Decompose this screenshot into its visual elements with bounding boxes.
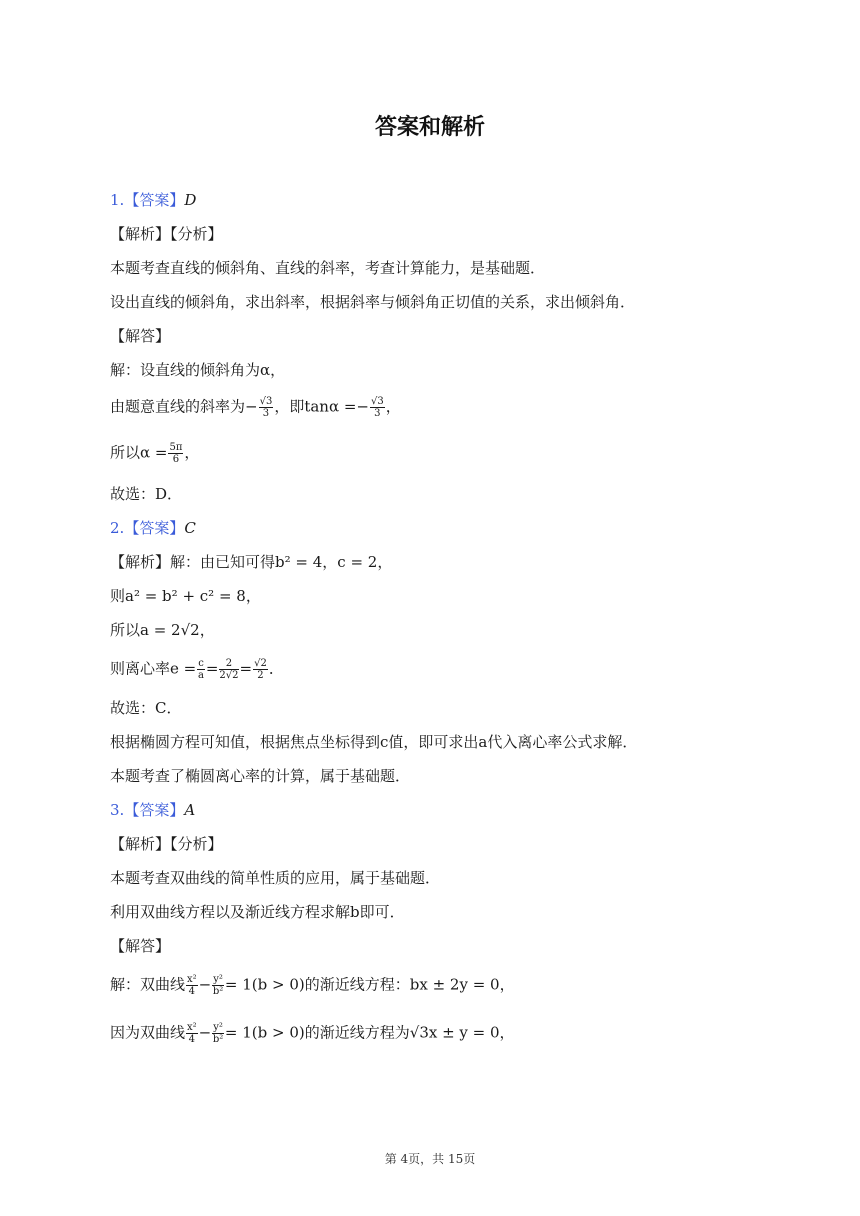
q2-answer-line xyxy=(110,518,196,538)
q3-line4 xyxy=(110,1022,515,1045)
q2-line2: 则a² = b² + c² = 8， xyxy=(110,587,261,605)
q2-frac1 xyxy=(197,658,205,681)
q3-answer: A xyxy=(184,801,196,819)
q2-line4 xyxy=(110,658,284,681)
q3-x-num-2: x² xyxy=(187,1022,197,1033)
q3-line3-text-a: 解：双曲线 xyxy=(110,975,186,994)
q2-line1 xyxy=(110,552,392,572)
q2-eq2: = xyxy=(239,659,253,678)
q3-y-fraction xyxy=(212,974,224,997)
q3-answer-tag: 【答案】 xyxy=(124,801,185,819)
q1-slope-num: √3 xyxy=(259,396,273,407)
q2-line6: 根据椭圆方程可知值，根据焦点坐标得到c值，即可求出a代入离心率公式求解． xyxy=(110,733,638,751)
q3-y-fraction-2 xyxy=(212,1022,224,1045)
q3-minus: − xyxy=(198,975,212,994)
q1-angle-fraction xyxy=(168,442,183,465)
q1-line3: 解：设直线的倾斜角为α， xyxy=(110,361,286,379)
q2-line7: 本题考查了椭圆离心率的计算，属于基础题． xyxy=(110,767,411,785)
q3-line1: 本题考查双曲线的简单性质的应用，属于基础题． xyxy=(110,869,441,887)
q3-x-fraction-2 xyxy=(186,1022,198,1045)
q3-line3 xyxy=(110,974,515,997)
q3-x-den: 4 xyxy=(188,986,196,997)
q3-minus-2: − xyxy=(198,1023,212,1042)
q3-line4-text-b: = 1(b > 0)的渐近线方程为√3x ± y = 0， xyxy=(224,1023,515,1042)
q1-line4-text-a: 由题意直线的斜率为− xyxy=(110,397,258,416)
q3-x-den-2: 4 xyxy=(188,1034,196,1045)
q3-tags: 【解析】【分析】 xyxy=(110,835,223,853)
page-footer: 第 4页，共 15页 xyxy=(384,1152,476,1166)
q1-line4-text-b: ，即tanα =− xyxy=(274,397,369,416)
q2-line4-text-b: ． xyxy=(268,659,284,678)
page-title: 答案和解析 xyxy=(374,115,485,140)
q2-number: 2. xyxy=(110,519,125,537)
q3-solve-tag: 【解答】 xyxy=(110,937,171,955)
q2-frac2 xyxy=(219,658,238,681)
q1-slope-fraction xyxy=(259,396,274,419)
q1-slope-den: 3 xyxy=(262,408,270,419)
q1-angle-den: 6 xyxy=(172,454,180,465)
q3-x-num: x² xyxy=(187,974,197,985)
q3-y-den-2: b² xyxy=(212,1034,224,1045)
q2-frac3 xyxy=(253,658,268,681)
q1-answer-line xyxy=(110,190,196,210)
q3-answer-line xyxy=(110,800,195,820)
q2-line5: 故选：C． xyxy=(110,699,182,717)
q1-line6: 故选：D． xyxy=(110,485,183,503)
q3-line2: 利用双曲线方程以及渐近线方程求解b即可． xyxy=(110,903,405,921)
q1-angle-num: 5π xyxy=(169,442,183,453)
q3-y-num-2: y² xyxy=(213,1022,223,1033)
q1-answer: D xyxy=(184,191,197,209)
q1-tan-num: √3 xyxy=(370,396,384,407)
q1-line5-text-a: 所以α = xyxy=(110,443,168,462)
q3-y-num: y² xyxy=(213,974,223,985)
q1-line2: 设出直线的倾斜角，求出斜率，根据斜率与倾斜角正切值的关系，求出倾斜角． xyxy=(110,293,636,311)
q3-number: 3. xyxy=(110,801,125,819)
q2-frac3-den: 2 xyxy=(257,670,264,681)
q1-line4 xyxy=(110,396,401,419)
q2-line3: 所以a = 2√2， xyxy=(110,621,215,639)
q1-line4-text-c: ， xyxy=(385,397,401,416)
q1-line5 xyxy=(110,442,199,465)
q2-answer: C xyxy=(184,519,196,537)
q1-solve-tag: 【解答】 xyxy=(110,327,171,345)
q1-tags xyxy=(110,224,223,244)
q2-analysis-tag: 【解析】 xyxy=(110,553,171,571)
q2-eq1: = xyxy=(205,659,219,678)
q1-answer-tag: 【答案】 xyxy=(124,191,185,209)
q3-line4-text-a: 因为双曲线 xyxy=(110,1023,186,1042)
q2-frac2-num: 2 xyxy=(219,658,238,670)
q3-line3-text-b: = 1(b > 0)的渐近线方程：bx ± 2y = 0， xyxy=(224,975,515,994)
q2-line4-text-a: 则离心率e = xyxy=(110,659,197,678)
q2-line1-text: 解：由已知可得b² = 4，c = 2， xyxy=(170,553,393,571)
q1-tan-fraction xyxy=(370,396,385,419)
q3-y-den: b² xyxy=(212,986,224,997)
q1-tags-text: 【解析】【分析】 xyxy=(110,225,223,243)
q1-line1: 本题考查直线的倾斜角、直线的斜率，考查计算能力，是基础题． xyxy=(110,259,546,277)
q2-frac1-num: c xyxy=(198,658,204,669)
q2-frac2-den: 2√2 xyxy=(219,670,239,681)
q3-x-fraction xyxy=(186,974,198,997)
q1-line5-text-b: ， xyxy=(184,443,200,462)
q1-tan-den: 3 xyxy=(374,408,381,419)
q2-answer-tag: 【答案】 xyxy=(124,519,185,537)
q2-frac1-den: a xyxy=(198,670,204,681)
q2-frac3-num: √2 xyxy=(254,658,267,669)
q1-number: 1. xyxy=(110,191,125,209)
